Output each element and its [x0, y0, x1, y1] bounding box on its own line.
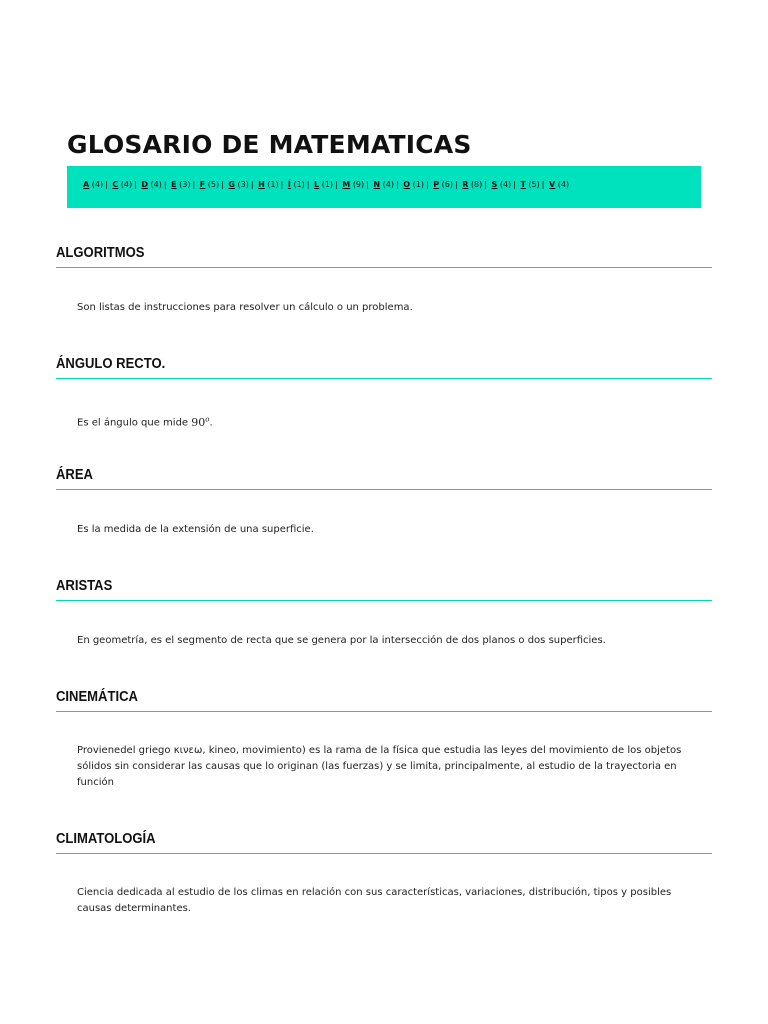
index-letter-link[interactable]: G: [228, 180, 235, 189]
index-count: (4): [120, 180, 133, 189]
index-letter-link[interactable]: M: [342, 180, 351, 189]
page-title: GLOSARIO DE MATEMATICAS: [67, 130, 472, 159]
index-separator: |: [221, 180, 224, 189]
index-entry-f: [200, 180, 219, 189]
index-count: (1): [293, 180, 305, 189]
entry-term: CINEMÁTICA: [56, 689, 138, 705]
index-entry-h: [258, 180, 279, 189]
entry-term: CLIMATOLOGÍA: [56, 831, 156, 847]
glossary-entry-aristas: [56, 578, 712, 649]
glossary-entry-area: [56, 467, 712, 538]
term-divider: [56, 267, 712, 268]
index-count: (1): [321, 180, 334, 189]
index-letter-link[interactable]: A: [83, 180, 90, 189]
index-separator: |: [541, 180, 545, 189]
index-letter-link[interactable]: H: [258, 180, 265, 189]
index-separator: |: [105, 180, 108, 189]
entry-definition: En geometría, es el segmento de recta que se genera por la intersección de dos planos o dos superficies.: [77, 635, 606, 646]
math-superscript: o: [205, 415, 210, 423]
index-letter-link[interactable]: F: [199, 180, 206, 189]
index-entry-o: [403, 180, 424, 189]
index-entry-c: [112, 180, 132, 189]
index-entry-i-accent: [288, 180, 305, 189]
index-separator: |: [454, 180, 458, 189]
index-letter-link[interactable]: N: [373, 180, 381, 189]
definition-text: Es el ángulo que mide: [77, 417, 192, 429]
term-divider: [56, 853, 712, 854]
index-entry-m: [342, 180, 364, 189]
index-separator: |: [192, 180, 196, 189]
term-divider: [56, 378, 712, 379]
index-separator: |: [163, 180, 167, 189]
math-expression: [191, 416, 209, 429]
index-entry-d: [141, 180, 162, 189]
index-letter-link[interactable]: D: [141, 180, 148, 189]
index-entry-n: [373, 180, 394, 189]
index-count: (4): [499, 180, 512, 189]
index-count: (4): [91, 180, 104, 189]
index-separator: |: [306, 180, 310, 189]
index-count: (4): [382, 180, 394, 189]
index-letter-link[interactable]: T: [520, 180, 526, 189]
glossary-entry-climatologia: [56, 831, 712, 917]
index-separator: |: [280, 180, 284, 189]
entry-term: ÁREA: [56, 467, 93, 483]
entry-definition: Ciencia dedicada al estudio de los climas en relación con sus características, variaciones, distribución, tipos y posibles causas determinantes.: [77, 887, 672, 914]
index-entry-t: [520, 180, 539, 189]
index-letter-link[interactable]: E: [171, 180, 177, 189]
index-count: (5): [528, 180, 540, 189]
index-count: (8): [470, 180, 483, 189]
index-separator: |: [513, 180, 516, 189]
index-count: (3): [179, 180, 191, 189]
index-letter-link[interactable]: L: [314, 180, 320, 189]
glossary-entry-cinematica: [56, 689, 712, 791]
index-entry-s: [492, 180, 512, 189]
index-entry-e: [171, 180, 190, 189]
index-entry-p: [433, 180, 453, 189]
term-divider: [56, 489, 712, 490]
index-count: (5): [207, 180, 220, 189]
index-separator: |: [366, 180, 369, 189]
entry-term: ÁNGULO RECTO.: [56, 356, 166, 372]
entry-definition: [56, 411, 697, 432]
glossary-entry-algoritmos: [56, 245, 712, 316]
entry-definition: Provienedel griego κινεω, kineo, movimiento) es la rama de la física que estudia las leyes del movimiento de los objetos sólidos sin considerar las causas que lo originan (las fuerzas) y se limita, principalmente, al estudio de la trayectoria en función: [77, 745, 682, 788]
index-letter-link[interactable]: P: [433, 180, 440, 189]
index-entry-a: [83, 180, 103, 189]
index-count: (4): [150, 180, 162, 189]
index-letter-link[interactable]: C: [112, 180, 119, 189]
index-separator: |: [425, 180, 429, 189]
definition-text-end: .: [209, 417, 213, 429]
alphabet-index-bar: [67, 166, 701, 208]
index-entry-g: [228, 180, 248, 189]
entry-definition: Es la medida de la extensión de una superficie.: [77, 524, 314, 535]
entry-term: ARISTAS: [56, 578, 113, 594]
index-separator: |: [250, 180, 254, 189]
index-count: (4): [557, 180, 570, 189]
index-separator: |: [484, 180, 487, 189]
index-count: (6): [441, 180, 453, 189]
index-entry-l: [314, 180, 333, 189]
entry-term: ALGORITMOS: [56, 245, 145, 261]
index-count: (9): [352, 180, 365, 189]
index-letter-link[interactable]: V: [549, 180, 556, 189]
math-value: 90: [191, 415, 206, 429]
term-divider: [56, 711, 712, 712]
index-letter-link[interactable]: Í: [287, 180, 291, 189]
index-entry-r: [462, 180, 482, 189]
index-separator: |: [335, 180, 338, 189]
index-separator: |: [134, 180, 137, 189]
index-entry-v: [549, 180, 569, 189]
glossary-entry-angulo-recto: [56, 356, 712, 432]
index-letter-link[interactable]: O: [403, 180, 411, 189]
index-separator: |: [396, 180, 399, 189]
term-divider: [56, 600, 712, 601]
entry-definition: Son listas de instrucciones para resolver un cálculo o un problema.: [77, 302, 413, 313]
index-letter-link[interactable]: R: [462, 180, 469, 189]
index-count: (1): [412, 180, 424, 189]
index-letter-link[interactable]: S: [491, 180, 498, 189]
index-count: (3): [237, 180, 249, 189]
index-count: (1): [267, 180, 279, 189]
